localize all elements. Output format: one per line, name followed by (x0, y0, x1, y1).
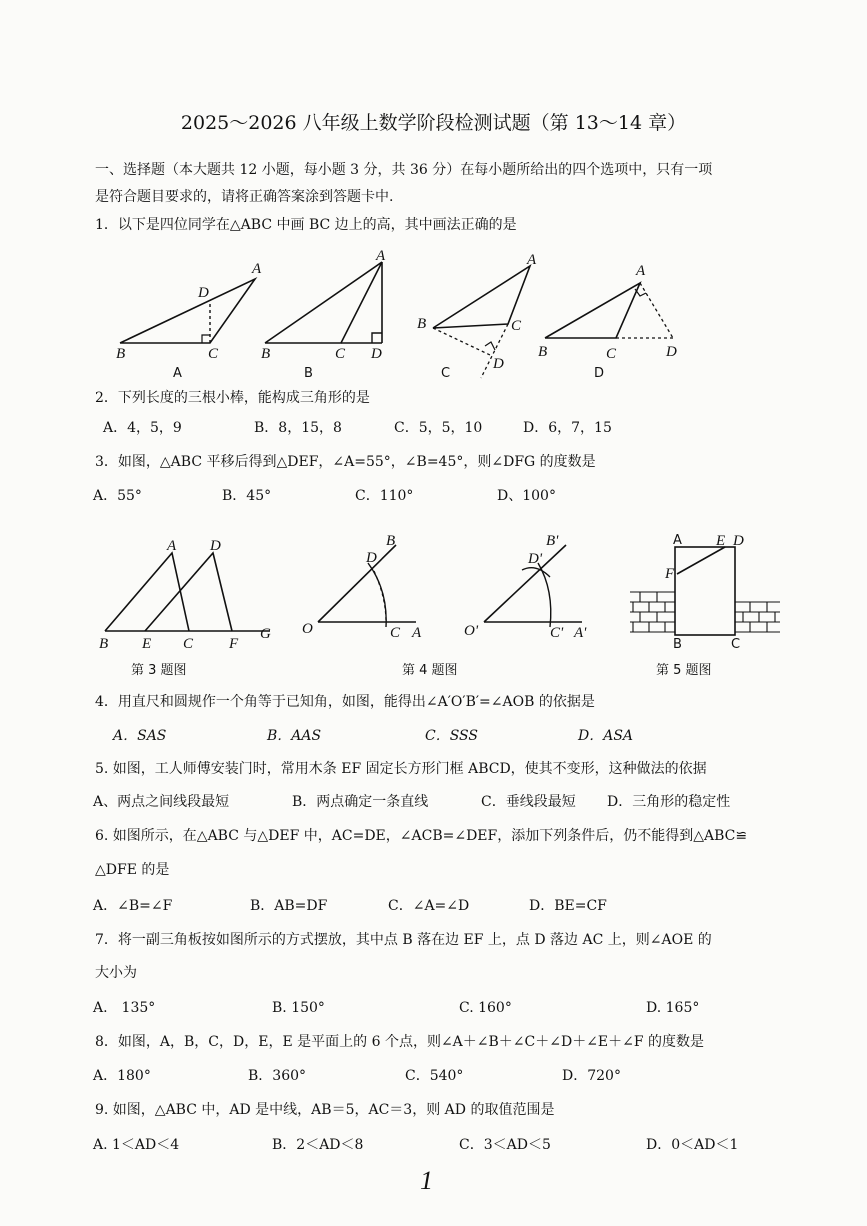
q1-fig-label-a: A (173, 366, 182, 381)
f3-label-g: G (260, 626, 271, 642)
q7-option-d: D. 165° (646, 1000, 700, 1016)
section-instructions-line2: 是符合题目要求的，请将正确答案涂到答题卡中. (95, 189, 394, 205)
q9-option-b: B．2＜AD＜8 (272, 1137, 364, 1153)
f4b-label-a: A' (574, 625, 587, 641)
q1d-label-b: B (538, 344, 548, 360)
q1b-label-d: D (371, 346, 382, 362)
q8-option-c: C．540° (405, 1068, 464, 1084)
q2-stem: 2．下列长度的三根小棒，能构成三角形的是 (95, 390, 370, 406)
q2-option-c: C．5，5，10 (394, 420, 483, 436)
q4-figure-right (462, 535, 602, 645)
q4-option-a: A．SAS (113, 728, 167, 744)
q1-stem: 1．以下是四位同学在△ABC 中画 BC 边上的高，其中画法正确的是 (95, 217, 517, 233)
q3-stem: 3．如图，△ABC 平移后得到△DEF，∠A=55°，∠B=45°，则∠DFG 的度数是 (95, 454, 596, 470)
f4b-label-b: B' (546, 533, 559, 549)
q1a-label-c: C (208, 346, 219, 362)
q6-option-b: B．AB=DF (250, 898, 328, 914)
q3-option-b: B．45° (222, 488, 272, 504)
fig5-caption: 第 5 题图 (656, 663, 712, 678)
q1-figure-a (110, 255, 270, 375)
f4b-label-c: C' (550, 625, 564, 641)
f4b-label-o: O' (464, 623, 479, 639)
q3-figure (95, 538, 285, 653)
q6-option-d: D．BE=CF (529, 898, 607, 914)
q9-option-d: D．0＜AD＜1 (646, 1137, 739, 1153)
q9-option-c: C．3＜AD＜5 (459, 1137, 551, 1153)
f3-label-d: D (210, 538, 221, 554)
q7-stem-line1: 7．将一副三角板按如图所示的方式摆放，其中点 B 落在边 EF 上，点 D 落边 AC 上，则∠AOE 的 (95, 932, 712, 948)
q5-stem: 5. 如图，工人师傅安装门时，常用木条 EF 固定长方形门框 ABCD，使其不变形，这种做法的依据 (95, 761, 707, 777)
q1-fig-label-d: D (594, 366, 605, 381)
section-instructions-line1: 一、选择题（本大题共 12 小题，每小题 3 分，共 36 分）在每小题所给出的四个选项中，只有一项 (95, 162, 713, 178)
f4a-label-o: O (302, 621, 313, 637)
q3-option-d: D、100° (497, 488, 556, 504)
q3-option-a: A．55° (93, 488, 142, 504)
q4-option-c: C．SSS (425, 728, 478, 744)
q1c-label-a: A (527, 252, 537, 268)
q6-option-a: A．∠B=∠F (93, 898, 173, 914)
q2-option-b: B．8，15，8 (254, 420, 342, 436)
f5-label-c: C (731, 637, 741, 652)
f5-label-d: D (733, 533, 744, 549)
q3-option-c: C．110° (355, 488, 414, 504)
fig4-caption: 第 4 题图 (402, 663, 458, 678)
q1d-label-c: C (606, 346, 617, 362)
q1-fig-label-b: B (304, 366, 313, 381)
q1d-label-a: A (636, 263, 646, 279)
f5-label-f: F (665, 566, 675, 582)
q7-option-a: A. 135° (93, 1000, 156, 1016)
q6-stem-line2: △DFE 的是 (95, 862, 170, 878)
q1-figure-d (538, 258, 688, 368)
q8-option-a: A．180° (93, 1068, 151, 1084)
f4a-label-c: C (390, 625, 401, 641)
q1c-label-c: C (511, 318, 522, 334)
f4a-label-b: B (386, 533, 396, 549)
q8-option-b: B．360° (248, 1068, 307, 1084)
q6-stem-line1: 6. 如图所示，在△ABC 与△DEF 中，AC=DE，∠ACB=∠DEF，添加下列条件后，仍不能得到△ABC≌ (95, 828, 748, 844)
q2-option-d: D．6，7，15 (523, 420, 612, 436)
q8-stem: 8．如图，A，B，C，D，E，E 是平面上的 6 个点，则∠A＋∠B＋∠C＋∠D＋∠E＋∠F 的度数是 (95, 1034, 705, 1050)
q1a-label-d: D (198, 285, 209, 301)
q7-option-c: C. 160° (459, 1000, 512, 1016)
q9-option-a: A. 1＜AD＜4 (93, 1137, 180, 1153)
fig3-caption: 第 3 题图 (131, 663, 187, 678)
q5-option-b: B．两点确定一条直线 (292, 794, 429, 810)
f4a-label-d: D (366, 550, 377, 566)
q4-figure-left (296, 535, 436, 645)
q1-figure-b (255, 250, 405, 375)
q1a-label-a: A (252, 261, 262, 277)
q8-option-d: D．720° (562, 1068, 621, 1084)
q1b-label-b: B (261, 346, 271, 362)
q1a-label-b: B (116, 346, 126, 362)
q1d-label-d: D (666, 344, 677, 360)
q4-option-d: D．ASA (578, 728, 634, 744)
q1b-label-a: A (376, 248, 386, 264)
q5-figure (625, 532, 785, 652)
f4b-label-d: D' (528, 551, 543, 567)
q1-figure-c (415, 250, 548, 380)
f5-label-e: E (716, 533, 726, 549)
f5-label-b: B (673, 637, 682, 652)
f4a-label-a: A (412, 625, 422, 641)
q1-fig-label-c: C (441, 366, 451, 381)
q4-stem: 4．用直尺和圆规作一个角等于已知角，如图，能得出∠A′O′B′=∠AOB 的依据是 (95, 694, 595, 710)
q5-option-c: C．垂线段最短 (481, 794, 576, 810)
q2-option-a: A．4，5，9 (103, 420, 182, 436)
q6-option-c: C．∠A=∠D (388, 898, 470, 914)
f3-label-e: E (142, 636, 152, 652)
f3-label-b: B (99, 636, 109, 652)
f3-label-c: C (183, 636, 194, 652)
q7-stem-line2: 大小为 (95, 965, 137, 981)
q9-stem: 9. 如图，△ABC 中，AD 是中线，AB＝5，AC＝3，则 AD 的取值范围是 (95, 1102, 555, 1118)
q5-option-d: D．三角形的稳定性 (607, 794, 731, 810)
page-number: 1 (420, 1166, 433, 1195)
f3-label-a: A (167, 538, 177, 554)
q5-option-a: A、两点之间线段最短 (93, 794, 230, 810)
q1c-label-d: D (493, 356, 504, 372)
f3-label-f: F (229, 636, 239, 652)
q4-option-b: B．AAS (267, 728, 322, 744)
q1b-label-c: C (335, 346, 346, 362)
f5-label-a: A (673, 533, 682, 548)
q1c-label-b: B (417, 316, 427, 332)
page-title: 2025～2026 八年级上数学阶段检测试题（第 13～14 章） (180, 112, 687, 134)
q7-option-b: B. 150° (272, 1000, 325, 1016)
